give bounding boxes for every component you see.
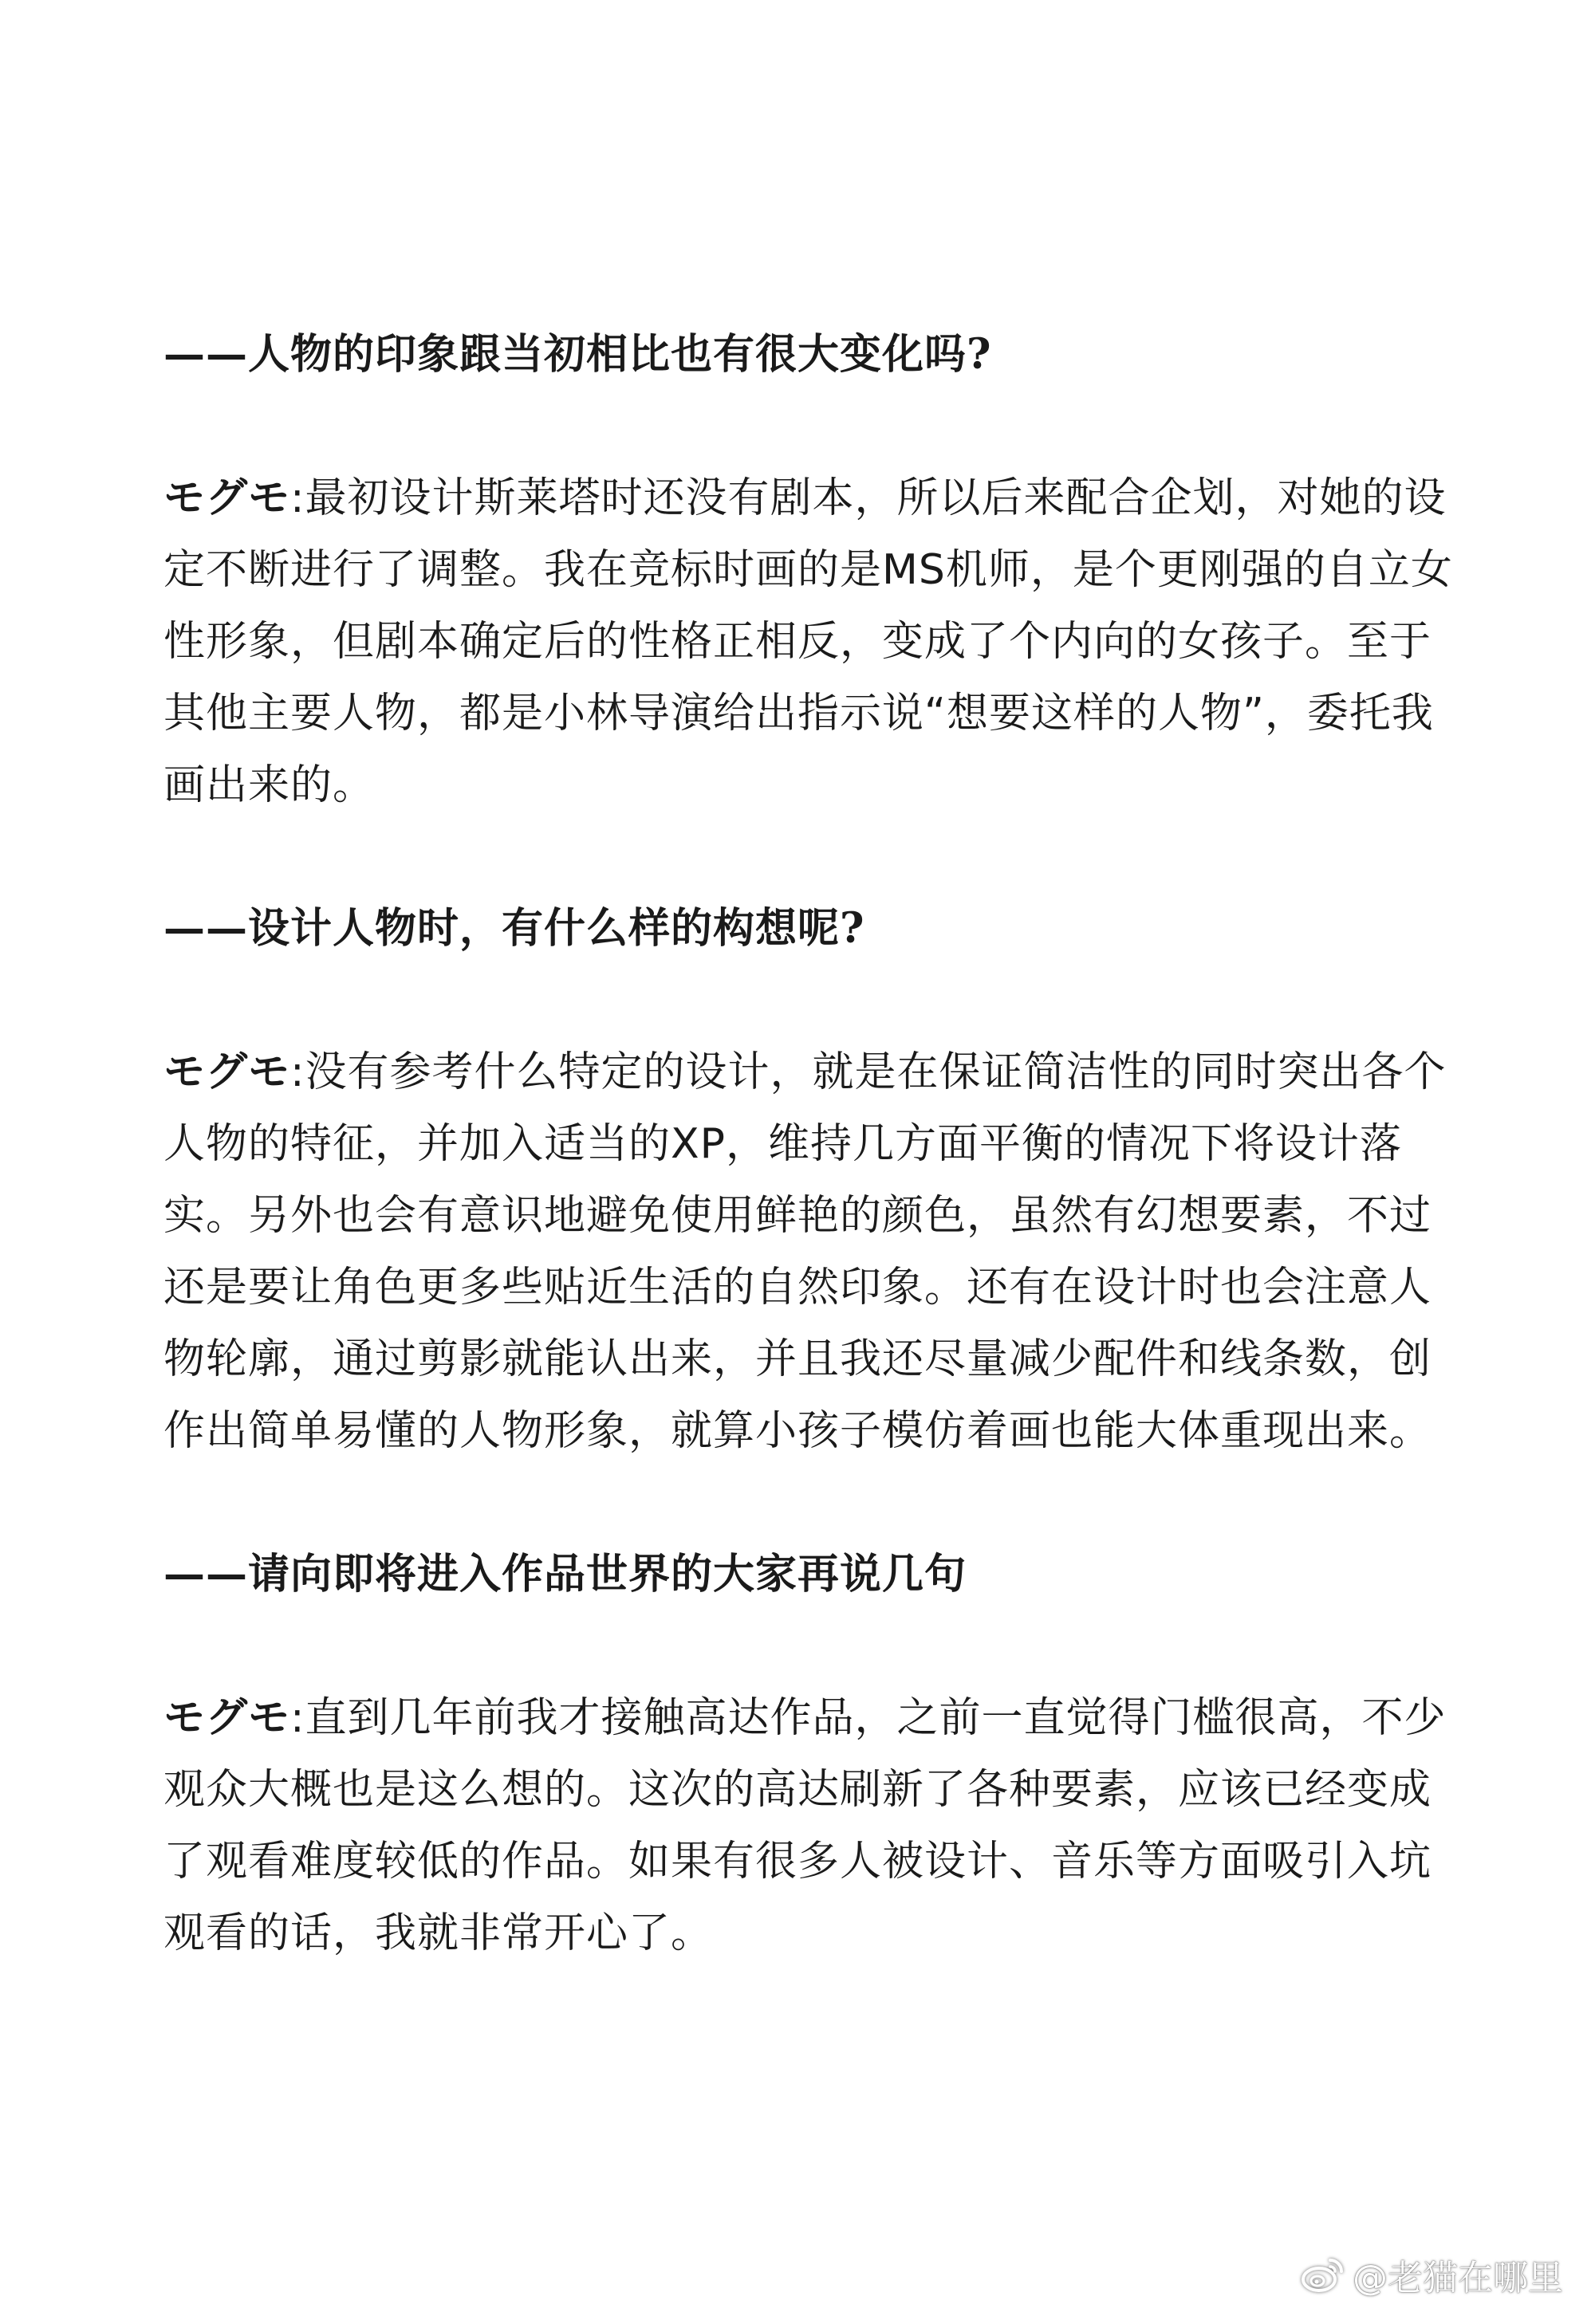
- answer-text: 没有参考什么特定的设计，就是在保证简洁性的同时突出各个人物的特征，并加入适当的XP，维持几方面平衡的情况下将设计落实。另外也会有意识地避免使用鲜艳的颜色，虽然有幻想要素，不过还是要让角色更多些贴近生活的自然印象。还有在设计时也会注意人物轮廓，通过剪影就能认出来，并且我还尽量减少配件和线条数，创作出简单易懂的人物形象，就算小孩子模仿着画也能大体重现出来。: [163, 1048, 1447, 1455]
- speaker-separator: :: [290, 1694, 305, 1742]
- question-1: ——人物的印象跟当初相比也有很大变化吗?: [163, 330, 992, 379]
- watermark: [1300, 2249, 1563, 2300]
- question-3: ——请向即将进入作品世界的大家再说几句: [163, 1550, 967, 1598]
- answer-3: [163, 1682, 1471, 1969]
- speaker-name: モグモ: [163, 1694, 291, 1742]
- watermark-text: @老猫在哪里: [1353, 2258, 1563, 2298]
- answer-1: [163, 462, 1471, 821]
- speaker-name: モグモ: [163, 474, 291, 522]
- question-2: ——设计人物时，有什么样的构想呢?: [163, 904, 865, 953]
- speaker-separator: :: [290, 474, 305, 522]
- answer-text: 最初设计斯莱塔时还没有剧本，所以后来配合企划，对她的设定不断进行了调整。我在竞标时画的是MS机师，是个更刚强的自立女性形象，但剧本确定后的性格正相反，变成了个内向的女孩子。至于其他主要人物，都是小林导演给出指示说“想要这样的人物”，委托我画出来的。: [163, 474, 1453, 809]
- weibo-icon: [1300, 2255, 1345, 2294]
- interview-content: [163, 323, 1471, 1969]
- answer-2: [163, 1036, 1471, 1467]
- speaker-separator: :: [290, 1048, 305, 1096]
- answer-text: 直到几年前我才接触高达作品，之前一直觉得门槛很高，不少观众大概也是这么想的。这次的高达刷新了各种要素，应该已经变成了观看难度较低的作品。如果有很多人被设计、音乐等方面吸引入坑观看的话，我就非常开心了。: [163, 1694, 1447, 1957]
- speaker-name: モグモ: [163, 1048, 291, 1096]
